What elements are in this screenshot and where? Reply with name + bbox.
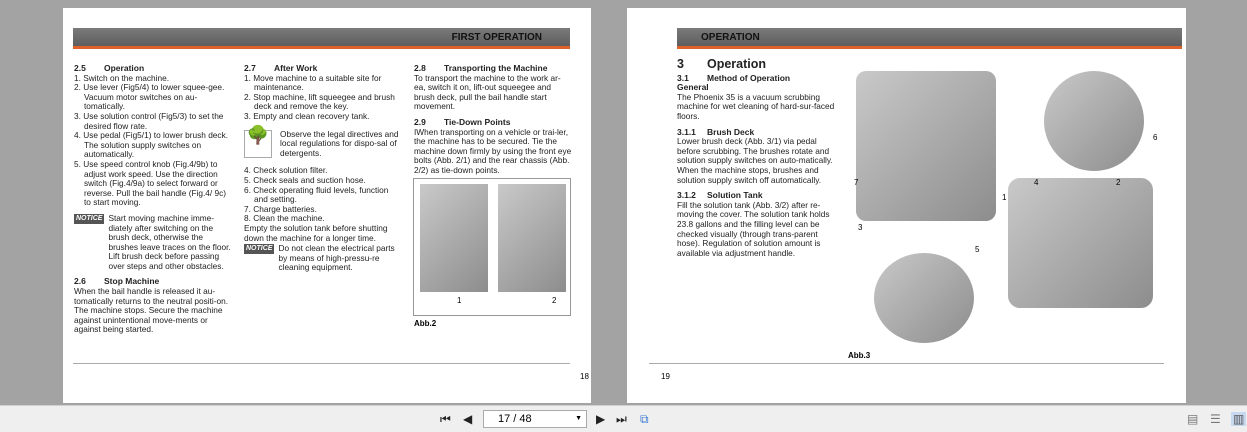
heading-3-1: 3.1 Method of Operation — [677, 72, 791, 83]
heading-2-8: 2.8 Transporting the Machine — [414, 63, 548, 73]
heading-2-5: 2.5 Operation — [74, 63, 145, 73]
figure-label: 4 — [1034, 178, 1039, 187]
notice: NOTICE Start moving machine imme-diately after switching on the brush deck, otherwise the brushes leave traces on the floor. Lift brush deck before passing over steps and other obstacles. — [76, 212, 231, 271]
figure-label: 1 — [1002, 193, 1007, 202]
figure-label: 5 — [975, 245, 980, 254]
page-selector[interactable] — [483, 410, 587, 428]
list-item: 2. Stop machine, lift squeegee and brush deck and remove the key. — [244, 91, 395, 112]
paragraph: The Phoenix 35 is a vacuum scrubbing machine for wet cleaning of hard-sur-faced floors. — [677, 91, 835, 121]
paragraph: Empty the solution tank before shutting down the machine for a longer time. — [244, 222, 388, 243]
figure-label: 6 — [1153, 133, 1158, 142]
figure-label: 7 — [854, 178, 859, 187]
figure-abb3 — [848, 63, 1166, 346]
figure-label: 2 — [1116, 178, 1121, 187]
page-number: 19 — [661, 372, 670, 381]
figure-label: 3 — [858, 223, 863, 232]
first-page-button[interactable]: ⏮ — [440, 412, 451, 426]
notice-badge: NOTICE — [76, 214, 103, 222]
dropdown-arrow-icon: ▼ — [575, 415, 582, 422]
page-header: FIRST OPERATION — [73, 28, 570, 49]
chapter-title: 3 Operation — [677, 57, 767, 71]
list-item: 3. Use solution control (Fig5/3) to set the desired flow rate. — [74, 110, 224, 131]
environment-icon: 🌳 — [244, 130, 272, 158]
column-1 — [677, 57, 842, 258]
eye-bolt-photo — [420, 184, 488, 292]
paragraph: When the bail handle is released it au-tomatically returns to the neutral positi-on. The machine stops. Secure the machine against unintentional move-ments or against being started. — [74, 286, 229, 335]
figure-label: 1 — [457, 296, 462, 305]
notice: NOTICE Do not clean the electrical parts by means of high-pressu-re cleaning equipment. — [246, 243, 395, 273]
paragraph: IWhen transporting on a vehicle or trai-ler, the machine has to be secured. Tie the machine down firmly by using the front eye bolts (Abb. 2/1) and the rear chassis (Abb. 2/2) as tie-down points. — [414, 126, 572, 175]
right-page — [627, 8, 1186, 403]
footer-rule — [73, 363, 570, 364]
page-header: OPERATION — [677, 28, 1182, 49]
footer-rule — [649, 363, 1164, 364]
figure-caption: Abb.3 — [848, 351, 871, 360]
column-3 — [414, 60, 572, 176]
heading-3-1-1: 3.1.1 Brush Deck — [677, 126, 755, 137]
paragraph: Fill the solution tank (Abb. 3/2) after re-moving the cover. The solution tank holds 23.8 gallons and the filling level can be checked visually (through trans-parent hose). Regulation of solution amount is available via adjustment handle. — [677, 199, 830, 258]
previous-page-button[interactable]: ◀ — [463, 412, 473, 426]
list-item: 2. Use lever (Fig5/4) to lower squee-gee. Vacuum motor switches on au-tomatically. — [74, 82, 225, 112]
column-1 — [74, 60, 234, 335]
page-view-icon[interactable]: ⧉ — [640, 412, 649, 426]
figure-caption: Abb.2 — [414, 319, 437, 328]
navigation-toolbar — [0, 405, 1247, 432]
left-page — [63, 8, 591, 403]
list-item: 1. Switch on the machine. — [74, 72, 170, 83]
list-item: 6. Check operating fluid levels, function and setting. — [244, 184, 389, 205]
list-item: 8. Clean the machine. — [244, 213, 325, 224]
page-value: 17 / 48 — [498, 413, 532, 425]
column-2 — [244, 60, 404, 274]
paragraph: Lower brush deck (Abb. 3/1) via pedal before scrubbing. The brushes rotate and solution supply switches on auto-matically. When the machine stops, brushes and solution supply switch off automatically. — [677, 136, 833, 185]
heading-2-6: 2.6 Stop Machine — [74, 276, 160, 287]
single-page-view-icon[interactable]: ▤ — [1187, 412, 1199, 426]
two-page-view-icon[interactable]: ▥ — [1233, 412, 1245, 426]
list-item: 5. Use speed control knob (Fig.4/9b) to adjust work speed. Use the direction switch (Fig.4/9a) to select forward or reverse. Pull the bail handle (Fig.4/ 9c) to start moving. — [74, 158, 227, 208]
list-item: 7. Charge batteries. — [244, 203, 317, 214]
machine-photo-front — [856, 71, 996, 221]
detail-photo-hose — [1044, 71, 1144, 171]
heading-3-1-2: 3.1.2 Solution Tank — [677, 190, 763, 201]
paragraph: To transport the machine to the work ar-ea, switch it on, lift-out squeegee and brush deck, pull the bail handle start movement. — [414, 72, 561, 112]
list-item: 1. Move machine to a suitable site for maintenance. — [244, 72, 382, 93]
list-item: 3. Empty and clean recovery tank. — [244, 110, 370, 121]
heading-2-7: 2.7 After Work — [244, 63, 318, 73]
last-page-button[interactable]: ⏭ — [616, 412, 627, 426]
detail-photo-batteries — [874, 253, 974, 343]
list-item: 5. Check seals and suction hose. — [244, 174, 366, 185]
continuous-view-icon[interactable]: ☰ — [1210, 412, 1221, 426]
environment-note: 🌳 Observe the legal directives and local regulations for dispo-sal of detergents. — [244, 130, 404, 159]
machine-photo-rear — [1008, 178, 1153, 308]
heading-2-9: 2.9 Tie-Down Points — [414, 116, 511, 127]
figure-abb2 — [413, 178, 571, 316]
next-page-button[interactable]: ▶ — [596, 412, 606, 426]
list-item: 4. Check solution filter. — [244, 165, 328, 176]
page-number: 18 — [580, 372, 589, 381]
subheading: General — [677, 82, 709, 93]
rear-chassis-photo — [498, 184, 566, 292]
figure-label: 2 — [552, 296, 557, 305]
list-item: 4. Use pedal (Fig5/1) to lower brush deck. The solution supply switches on automatically. — [74, 130, 229, 160]
notice-badge: NOTICE — [246, 245, 273, 253]
